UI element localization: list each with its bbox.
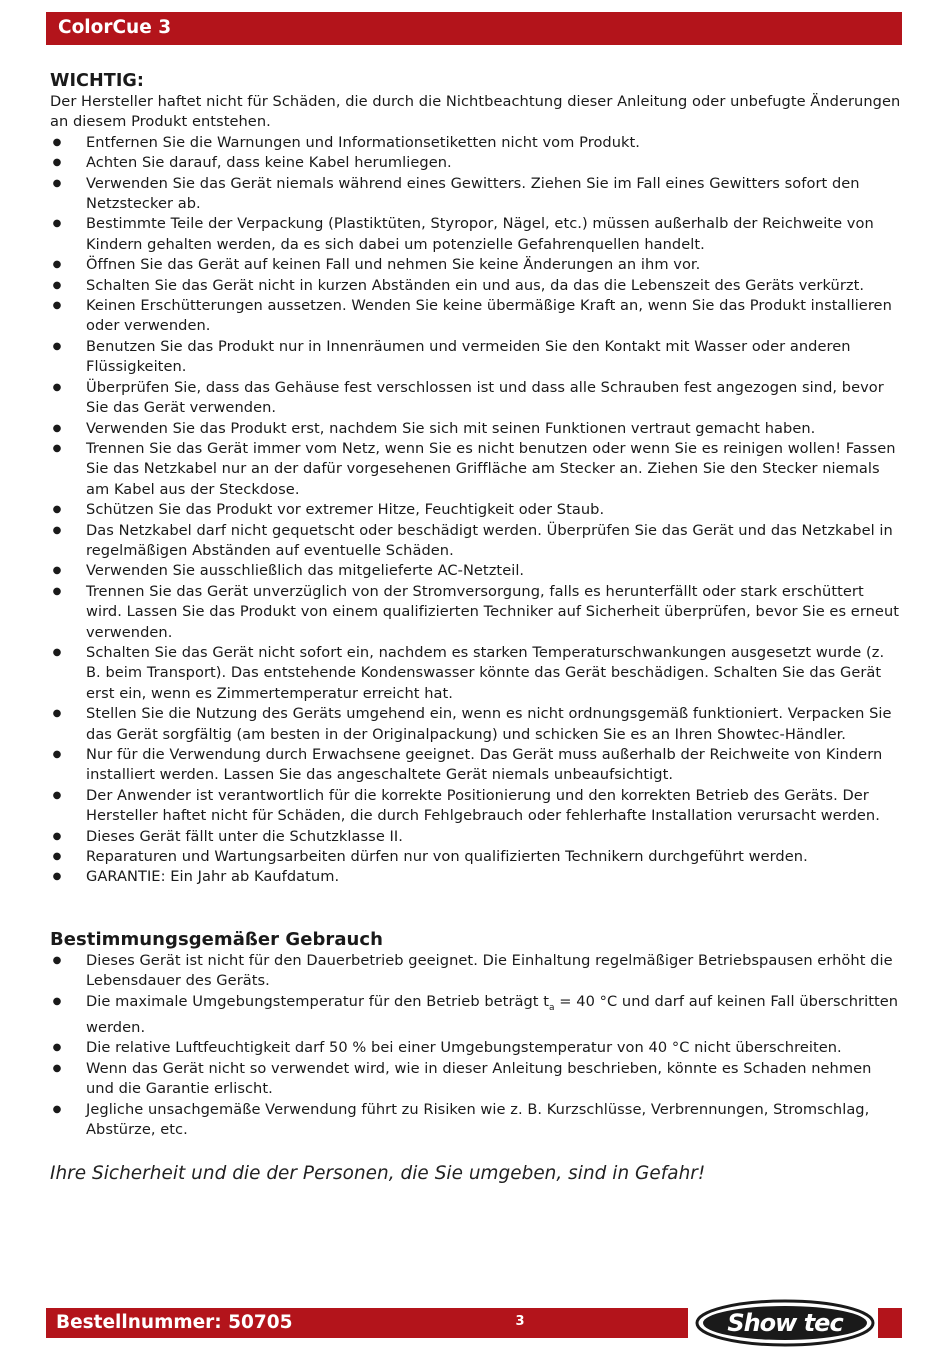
list-item: ● Schalten Sie das Gerät nicht sofort ein, nachdem es starken Temperaturschwankungen ausgesetzt wurde (z. B. beim Transport). Das entstehende Kondenswasser könnte das Gerät beschädigen. Schalten Sie das Gerät erst ein, wenn es Zimmertemperatur erreicht hat. [50, 643, 902, 704]
bullet-icon: ● [52, 585, 62, 597]
document-title: ColorCue 3 [58, 17, 172, 38]
bullet-icon: ● [52, 1062, 62, 1074]
list-item: ● Trennen Sie das Gerät unverzüglich von der Stromversorgung, falls es herunterfällt oder stark erschüttert wird. Lassen Sie das Produkt von einem qualifizierten Techniker auf Sicherheit überprüfen, bevor Sie es erneut verwenden. [50, 582, 902, 643]
list-item: ● Öffnen Sie das Gerät auf keinen Fall und nehmen Sie keine Änderungen an ihm vor. [50, 255, 902, 275]
bullet-icon: ● [52, 995, 62, 1007]
list-item: ● Verwenden Sie das Produkt erst, nachdem Sie sich mit seinen Funktionen vertraut gemacht haben. [50, 419, 902, 439]
bullet-icon: ● [52, 279, 62, 291]
bullet-icon: ● [52, 177, 62, 189]
list-item: ● Dieses Gerät ist nicht für den Dauerbetrieb geeignet. Die Einhaltung regelmäßiger Betriebspausen erhöht die Lebensdauer des Geräts. [50, 951, 902, 992]
list-item: ● Wenn das Gerät nicht so verwendet wird, wie in dieser Anleitung beschrieben, könnte es Schaden nehmen und die Garantie erlischt. [50, 1059, 902, 1100]
header-bar [46, 12, 902, 45]
list-item: ● Trennen Sie das Gerät immer vom Netz, wenn Sie es nicht benutzen oder wenn Sie es reinigen wollen! Fassen Sie das Netzkabel nur an der dafür vorgesehenen Griffläche am Stecker an. Ziehen Sie den Stecker niemals am Kabel aus der Steckdose. [50, 439, 902, 500]
bullet-icon: ● [52, 381, 62, 393]
intended-use-list [50, 951, 902, 1141]
bullet-icon: ● [52, 504, 62, 516]
bullet-icon: ● [52, 340, 62, 352]
bullet-icon: ● [52, 565, 62, 577]
bullet-icon: ● [52, 157, 62, 169]
list-item: ● Schützen Sie das Produkt vor extremer Hitze, Feuchtigkeit oder Staub. [50, 500, 902, 520]
list-item: ● Jegliche unsachgemäße Verwendung führt zu Risiken wie z. B. Kurzschlüsse, Verbrennungen, Stromschlag, Abstürze, etc. [50, 1100, 902, 1141]
bullet-icon: ● [52, 830, 62, 842]
bullet-icon: ● [52, 218, 62, 230]
list-item: ● Bestimmte Teile der Verpackung (Plastiktüten, Styropor, Nägel, etc.) müssen außerhalb der Reichweite von Kindern gehalten werden, da es sich dabei um potenzielle Gefahrenquellen handelt. [50, 214, 902, 255]
bullet-icon: ● [52, 954, 62, 966]
warning-heading: WICHTIG: [50, 71, 145, 91]
list-item: ● Überprüfen Sie, dass das Gehäuse fest verschlossen ist und dass alle Schrauben fest angezogen sind, bevor Sie das Gerät verwenden. [50, 378, 902, 419]
showtec-logo [694, 1298, 876, 1348]
list-item: ● Stellen Sie die Nutzung des Geräts umgehend ein, wenn es nicht ordnungsgemäß funktioniert. Verpacken Sie das Gerät sorgfältig (am besten in der Originalpackung) und schicken Sie es an Ihren Showtec-Händler. [50, 704, 902, 745]
bullet-icon: ● [52, 422, 62, 434]
bullet-icon: ● [52, 136, 62, 148]
list-item: ● Benutzen Sie das Produkt nur in Innenräumen und vermeiden Sie den Kontakt mit Wasser oder anderen Flüssigkeiten. [50, 337, 902, 378]
list-item: ● Das Netzkabel darf nicht gequetscht oder beschädigt werden. Überprüfen Sie das Gerät und das Netzkabel in regelmäßigen Abständen auf eventuelle Schäden. [50, 521, 902, 562]
footer-bar-end [878, 1308, 902, 1338]
bullet-icon: ● [52, 646, 62, 658]
list-item: ● Die relative Luftfeuchtigkeit darf 50 % bei einer Umgebungstemperatur von 40 °C nicht überschreiten. [50, 1038, 902, 1058]
page-content [50, 70, 902, 1185]
bullet-icon: ● [52, 1103, 62, 1115]
list-item: ● Entfernen Sie die Warnungen und Informationsetiketten nicht vom Produkt. [50, 133, 902, 153]
bullet-icon: ● [52, 789, 62, 801]
bullet-icon: ● [52, 871, 62, 883]
list-item: ● Schalten Sie das Gerät nicht in kurzen Abständen ein und aus, da das die Lebenszeit des Geräts verkürzt. [50, 276, 902, 296]
bullet-icon: ● [52, 749, 62, 760]
bullet-icon: ● [52, 851, 62, 863]
list-item: ● Achten Sie darauf, dass keine Kabel herumliegen. [50, 153, 902, 173]
bullet-icon: ● [52, 1042, 62, 1054]
bullet-icon: ● [52, 259, 62, 271]
list-item: ● Verwenden Sie das Gerät niemals während eines Gewitters. Ziehen Sie im Fall eines Gewitters sofort den Netzstecker ab. [50, 174, 902, 215]
bullet-icon: ● [52, 708, 62, 720]
page-number: 3 [515, 1314, 525, 1329]
warning-intro: Der Hersteller haftet nicht für Schäden, die durch die Nichtbeachtung dieser Anleitung oder unbefugte Änderungen an diesem Produkt entstehen. [50, 93, 901, 131]
list-item: ● Dieses Gerät fällt unter die Schutzklasse II. [50, 827, 902, 847]
list-item: ● Nur für die Verwendung durch Erwachsene geeignet. Das Gerät muss außerhalb der Reichweite von Kindern installiert werden. Lassen Sie das angeschaltete Gerät niemals unbeaufsichtigt. [50, 745, 902, 786]
list-item: ● Der Anwender ist verantwortlich für die korrekte Positionierung und den korrekten Betrieb des Geräts. Der Hersteller haftet nicht für Schäden, die durch Fehlgebrauch oder fehlerhafte Installation verursacht werden. [50, 786, 902, 827]
footer-bar [46, 1308, 688, 1338]
bullet-icon: ● [52, 442, 62, 454]
svg-text:Show tec: Show tec [727, 1309, 843, 1337]
intended-use-heading: Bestimmungsgemäßer Gebrauch [50, 928, 383, 950]
list-item: ● Keinen Erschütterungen aussetzen. Wenden Sie keine übermäßige Kraft an, wenn Sie das Produkt installieren oder verwenden. [50, 296, 902, 337]
bullet-icon: ● [52, 300, 62, 312]
list-item: ● GARANTIE: Ein Jahr ab Kaufdatum. [50, 867, 902, 887]
list-item: ● Reparaturen und Wartungsarbeiten dürfen nur von qualifizierten Technikern durchgeführt werden. [50, 847, 902, 867]
closing-statement: Ihre Sicherheit und die der Personen, die Sie umgeben, sind in Gefahr! [50, 1163, 706, 1185]
order-number: Bestellnummer: 50705 [56, 1312, 293, 1333]
warning-list [50, 133, 902, 888]
list-item: ● Verwenden Sie ausschließlich das mitgelieferte AC-Netzteil. [50, 561, 902, 581]
list-item: ● Die maximale Umgebungstemperatur für den Betrieb beträgt $t_a = 40$ °C und darf auf keinen Fall überschritten werden. [50, 992, 902, 1039]
bullet-icon: ● [52, 524, 62, 536]
